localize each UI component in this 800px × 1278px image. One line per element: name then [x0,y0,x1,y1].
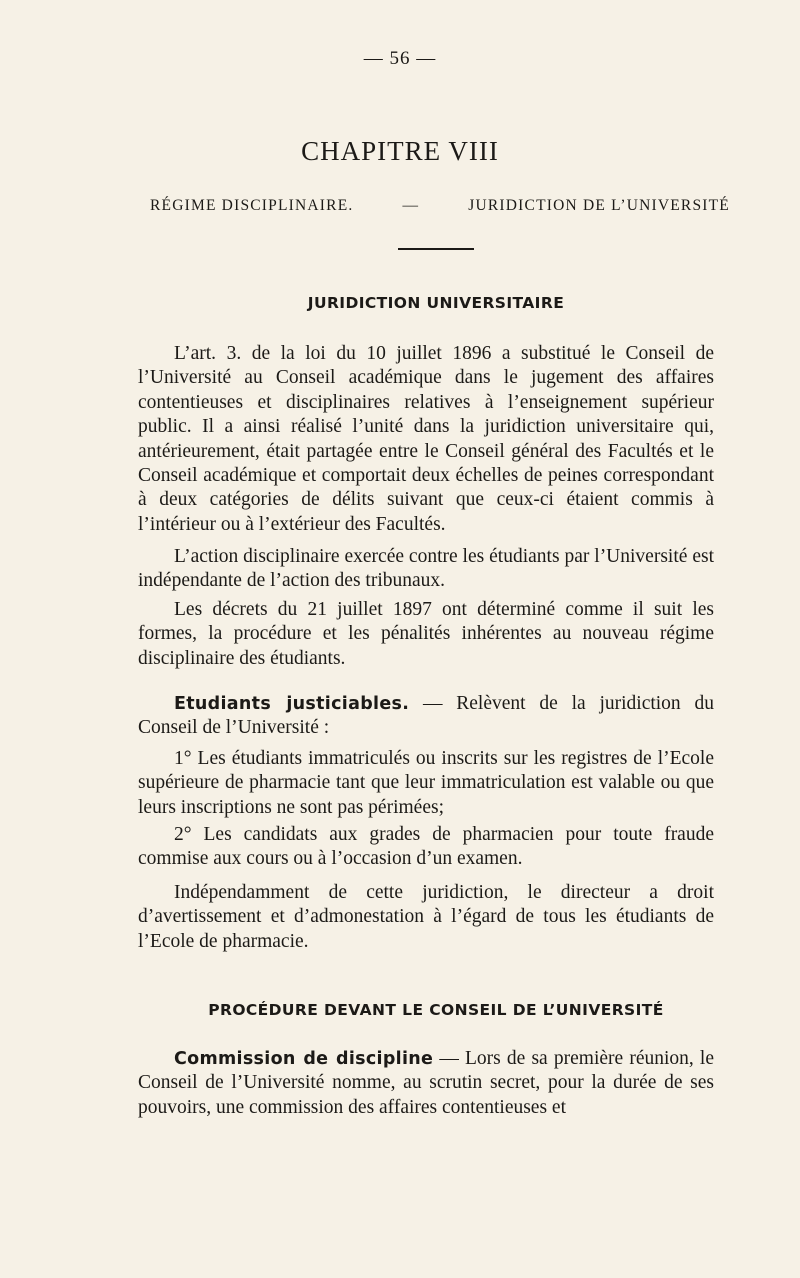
paragraph-lead-commission-discipline: Commission de discipline [174,1049,434,1069]
chapter-title: CHAPITRE VIII [301,136,499,166]
paragraph-action-disciplinaire: L’action disciplinaire exercée contre les étudiants par l’Université est indépendante de l’action des tribunaux. [138,546,714,592]
chapter-subtitle-left: RÉGIME DISCIPLINAIRE. [150,197,354,214]
paragraph-lead-etudiants-justiciables: Etudiants justiciables. [174,694,410,714]
paragraph-item-1: 1° Les étudiants immatriculés ou inscrits sur les registres de l’Ecole supérieure de pharmacie tant que leur immatriculation est valable ou que leurs inscriptions ne sont pas périmées; [138,748,714,818]
paragraph-decrets: Les décrets du 21 juillet 1897 ont déterminé comme il suit les formes, la procédure et les pénalités inhérentes au nouveau régime disciplinaire des étudiants. [138,599,714,669]
section-heading-juridiction: JURIDICTION UNIVERSITAIRE [307,294,565,312]
chapter-subtitle [150,197,730,215]
paragraph-independamment: Indépendamment de cette juridiction, le directeur a droit d’avertissement et d’admonestation à l’égard de tous les étudiants de l’Ecole de pharmacie. [138,882,714,952]
paragraph-item-2: 2° Les candidats aux grades de pharmacien pour toute fraude commise aux cours ou à l’occasion d’un examen. [138,824,714,870]
page-number: — 56 — [363,48,437,69]
divider-rule [398,248,474,250]
paragraph-body-etudiants-justiciables: — Relèvent de la juridiction du Conseil de l’Université : [138,693,714,739]
chapter-subtitle-right: JURIDICTION DE L’UNIVERSITÉ [468,197,730,214]
paragraph-etudiants-justiciables [138,692,714,741]
paragraph-body-commission-discipline: — Lors de sa première réunion, le Conseil de l’Université nomme, au scrutin secret, pour la durée de ses pouvoirs, une commission des affaires contentieuses et [138,1048,714,1118]
paragraph-art-3: L’art. 3. de la loi du 10 juillet 1896 a substitué le Conseil de l’Université au Conseil académique dans le jugement des affaires contentieuses et disciplinaires relatives à l’enseignement supérieur public. Il a ainsi réalisé l’unité dans la juridiction universitaire qui, antérieurement, était partagée entre le Conseil général des Facultés et le Conseil académique et comportait deux échelles de peines correspondant à deux catégories de délits suivant que ceux-ci étaient commis à l’intérieur ou à l’extérieur des Facultés. [138,343,714,535]
section-heading-procedure: PROCÉDURE DEVANT LE CONSEIL DE L’UNIVERSITÉ [208,1001,664,1019]
paragraph-commission-discipline [138,1047,714,1120]
chapter-subtitle-dash: — [402,197,420,214]
